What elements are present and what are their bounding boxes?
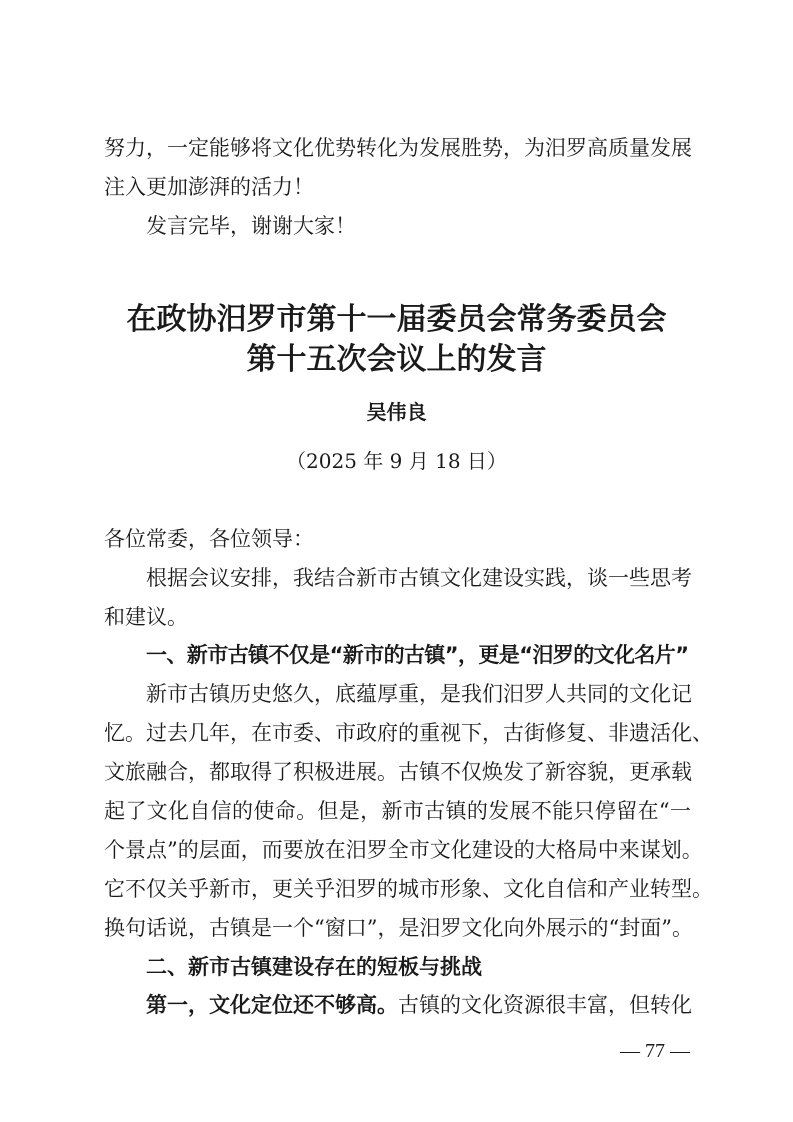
page-number: — 77 — [620,1040,690,1062]
speech-date: （2025 年 9 月 18 日） [286,449,507,473]
body-line: 换句话说，古镇是一个“窗口”，是汨罗文化向外展示的“封面”。 [104,916,693,940]
speech-title-line1: 在政协汨罗市第十一届委员会常务委员会 [126,302,667,337]
body-line: 个景点”的层面，而要放在汨罗全市文化建设的大格局中来谋划。 [104,838,703,862]
salutation: 各位常委，各位领导： [104,527,314,551]
body-line: 注入更加澎湃的活力！ [104,175,314,199]
body-line: 新市古镇历史悠久，底蕴厚重，是我们汨罗人共同的文化记 [146,682,692,706]
body-line: 根据会议安排，我结合新市古镇文化建设实践，谈一些思考 [146,566,692,590]
point-text: 古镇的文化资源很丰富，但转化 [398,993,692,1017]
body-line: 它不仅关乎新市，更关乎汨罗的城市形象、文化自信和产业转型。 [104,877,713,901]
point-heading: 第一，文化定位还不够高。 [146,993,398,1017]
body-line: 忆。过去几年，在市委、市政府的重视下，古街修复、非遗活化、 [104,721,713,745]
section-heading-1: 一、新市古镇不仅是“新市的古镇”，更是“汨罗的文化名片” [146,643,689,667]
body-line: 努力，一定能够将文化优势转化为发展胜势，为汨罗高质量发展 [104,136,692,160]
speech-title-line2: 第十五次会议上的发言 [246,342,547,377]
body-line [104,991,691,1019]
section-heading-2: 二、新市古镇建设存在的短板与挑战 [146,955,482,979]
body-line: 和建议。 [104,605,188,629]
body-line: 文旅融合，都取得了积极进展。古镇不仅焕发了新容貌，更承载 [104,760,692,784]
author: 吴伟良 [366,400,427,424]
body-line: 起了文化自信的使命。但是，新市古镇的发展不能只停留在“一 [104,799,691,823]
closing-line: 发言完毕，谢谢大家！ [146,214,356,238]
